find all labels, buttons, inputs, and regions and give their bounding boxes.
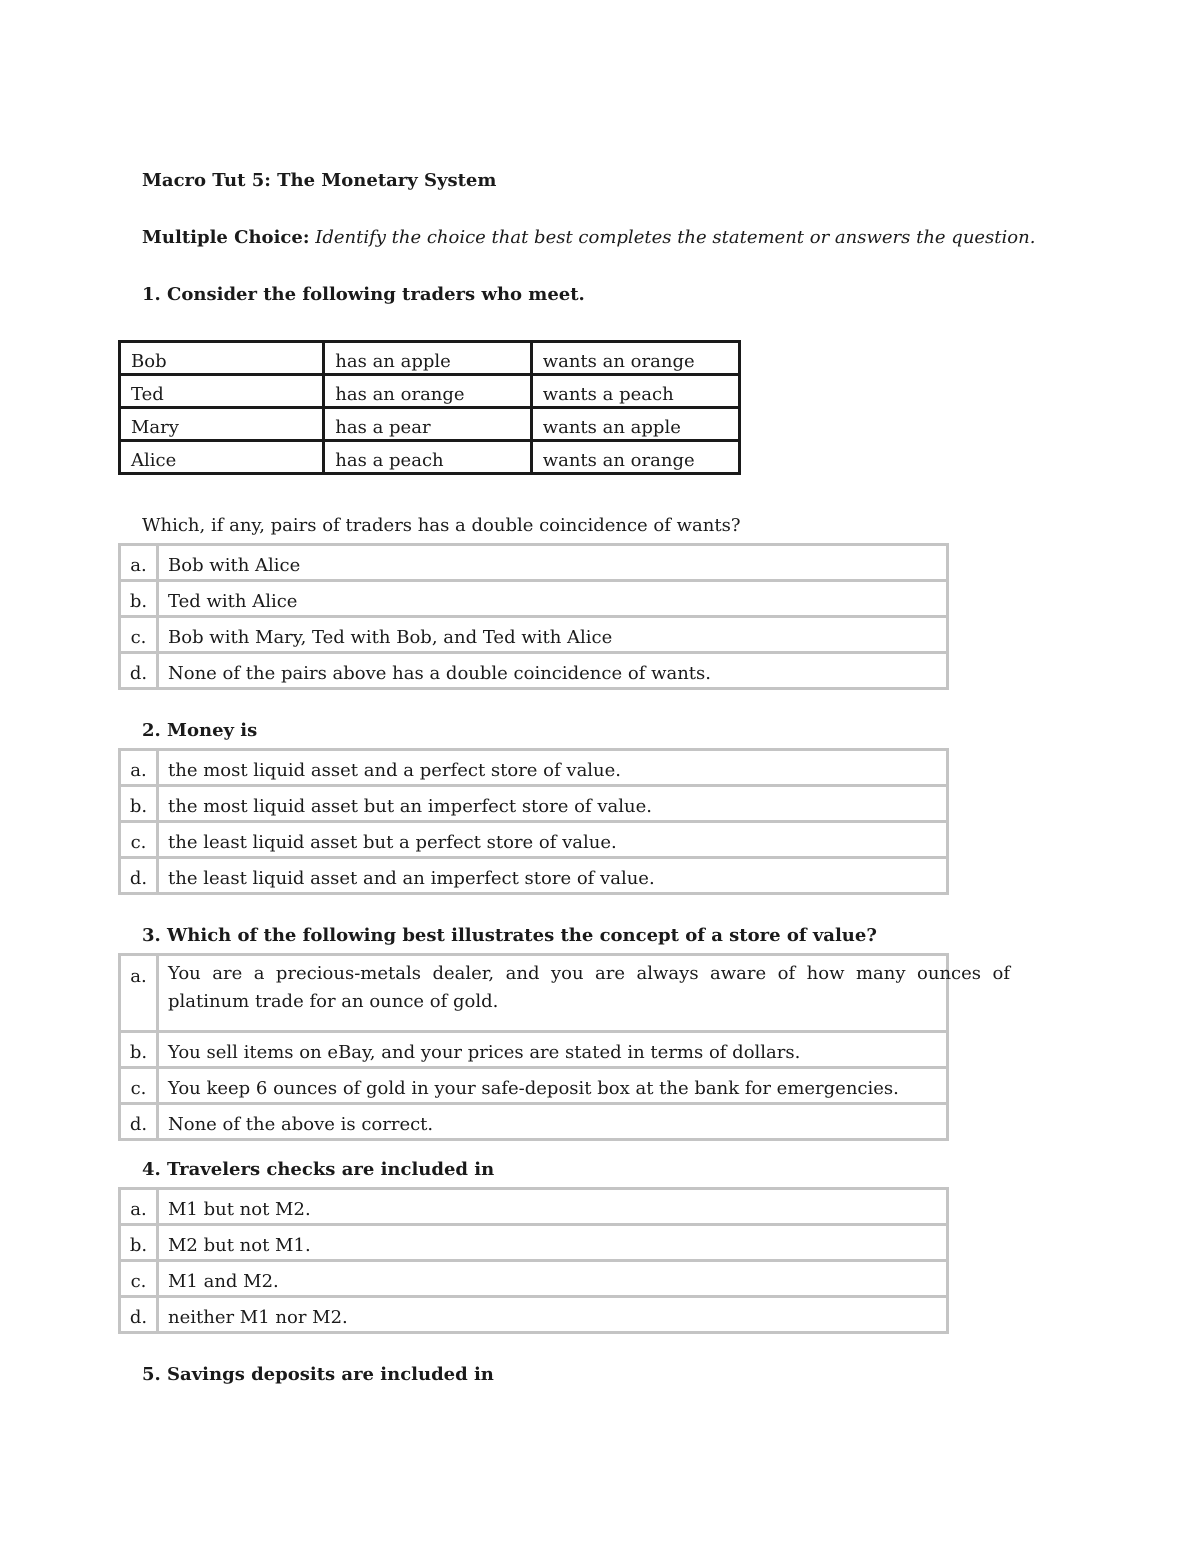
option-text: None of the above is correct. — [158, 1104, 948, 1140]
option-row[interactable] — [120, 1032, 948, 1068]
question-1-text: Which, if any, pairs of traders has a double coincidence of wants? — [142, 515, 741, 536]
trader-has: has a peach — [324, 441, 531, 474]
option-text: the most liquid asset but an imperfect store of value. — [158, 786, 948, 822]
option-row[interactable] — [120, 822, 948, 858]
option-row[interactable] — [120, 1104, 948, 1140]
trader-wants: wants a peach — [531, 375, 739, 408]
document-title: Macro Tut 5: The Monetary System — [142, 170, 497, 191]
option-row[interactable] — [120, 581, 948, 617]
instructions-text: Identify the choice that best completes the statement or answers the question. — [315, 227, 1036, 248]
option-text: Ted with Alice — [158, 581, 948, 617]
question-4-heading: 4. Travelers checks are included in — [142, 1159, 495, 1180]
option-letter: a. — [120, 955, 158, 1032]
option-letter: b. — [120, 1032, 158, 1068]
trader-wants: wants an apple — [531, 408, 739, 441]
instructions-label: Multiple Choice: — [142, 227, 310, 248]
trader-row — [120, 342, 740, 375]
option-letter: d. — [120, 1104, 158, 1140]
option-letter: c. — [120, 1261, 158, 1297]
option-row[interactable] — [120, 858, 948, 894]
trader-name: Mary — [120, 408, 324, 441]
trader-has: has a pear — [324, 408, 531, 441]
option-letter: b. — [120, 581, 158, 617]
option-text: You keep 6 ounces of gold in your safe-deposit box at the bank for emergencies. — [158, 1068, 948, 1104]
option-row[interactable] — [120, 617, 948, 653]
option-row[interactable] — [120, 955, 948, 1032]
trader-name: Ted — [120, 375, 324, 408]
option-row[interactable] — [120, 1189, 948, 1225]
question-3-heading: 3. Which of the following best illustrates the concept of a store of value? — [142, 925, 877, 946]
option-letter: b. — [120, 1225, 158, 1261]
option-letter: a. — [120, 1189, 158, 1225]
trader-wants: wants an orange — [531, 342, 739, 375]
option-letter: a. — [120, 545, 158, 581]
option-letter: d. — [120, 1297, 158, 1333]
trader-has: has an orange — [324, 375, 531, 408]
question-3-options — [118, 953, 1010, 1141]
option-text: None of the pairs above has a double coincidence of wants. — [158, 653, 948, 689]
option-row[interactable] — [120, 1068, 948, 1104]
question-2-heading: 2. Money is — [142, 720, 258, 741]
option-row[interactable] — [120, 786, 948, 822]
option-text: the least liquid asset and an imperfect store of value. — [158, 858, 948, 894]
option-text: Bob with Mary, Ted with Bob, and Ted with Alice — [158, 617, 948, 653]
option-row[interactable] — [120, 1261, 948, 1297]
option-text: M1 and M2. — [158, 1261, 948, 1297]
traders-table — [118, 340, 741, 475]
option-row[interactable] — [120, 1297, 948, 1333]
trader-name: Bob — [120, 342, 324, 375]
trader-has: has an apple — [324, 342, 531, 375]
trader-wants: wants an orange — [531, 441, 739, 474]
question-1-heading: 1. Consider the following traders who meet. — [142, 284, 585, 305]
question-2-options — [118, 748, 949, 895]
trader-name: Alice — [120, 441, 324, 474]
option-letter: b. — [120, 786, 158, 822]
option-text: You are a precious-metals dealer, and you are always aware of how many ounces of platinum trade for an ounce of gold. — [168, 963, 1010, 1012]
option-row[interactable] — [120, 545, 948, 581]
option-text: Bob with Alice — [158, 545, 948, 581]
option-letter: d. — [120, 653, 158, 689]
option-text: M1 but not M2. — [158, 1189, 948, 1225]
trader-row — [120, 441, 740, 474]
option-letter: c. — [120, 822, 158, 858]
option-text: You sell items on eBay, and your prices are stated in terms of dollars. — [158, 1032, 948, 1068]
instructions — [142, 227, 1035, 248]
option-text: neither M1 nor M2. — [158, 1297, 948, 1333]
option-text: the least liquid asset but a perfect store of value. — [158, 822, 948, 858]
option-row[interactable] — [120, 653, 948, 689]
option-text: M2 but not M1. — [158, 1225, 948, 1261]
trader-row — [120, 408, 740, 441]
option-letter: d. — [120, 858, 158, 894]
option-letter: c. — [120, 617, 158, 653]
option-row[interactable] — [120, 750, 948, 786]
question-1-options — [118, 543, 949, 690]
trader-row — [120, 375, 740, 408]
question-4-options — [118, 1187, 949, 1334]
question-5-heading: 5. Savings deposits are included in — [142, 1364, 494, 1385]
option-letter: a. — [120, 750, 158, 786]
option-row[interactable] — [120, 1225, 948, 1261]
option-text-cell — [158, 955, 1010, 1032]
option-text: the most liquid asset and a perfect store of value. — [158, 750, 948, 786]
option-letter: c. — [120, 1068, 158, 1104]
